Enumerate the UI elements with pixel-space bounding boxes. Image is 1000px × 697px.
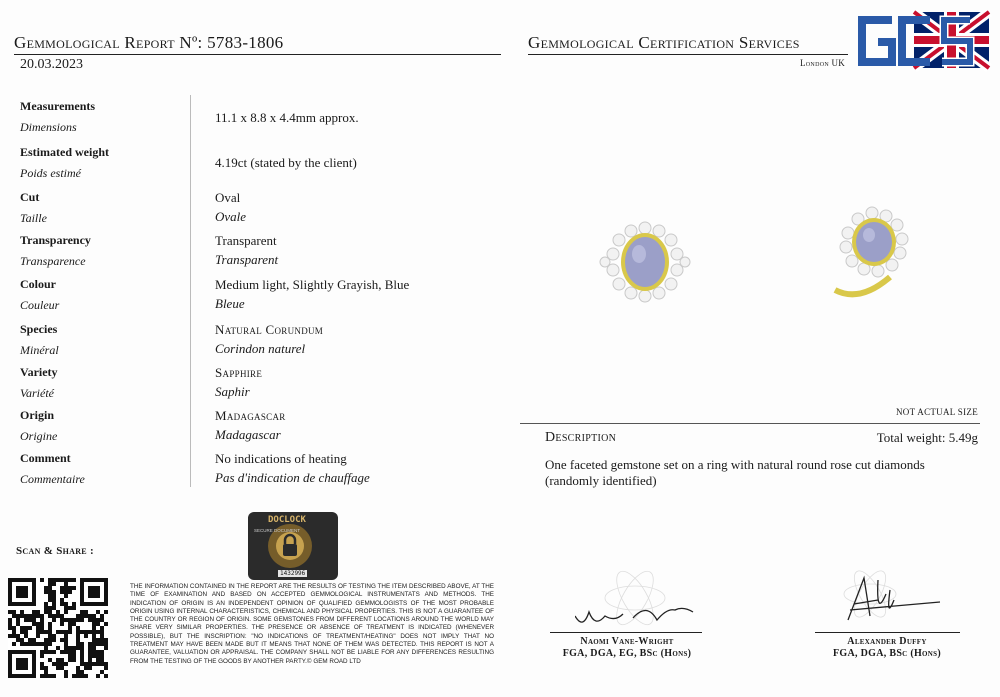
detail-label-cut: Cut Taille — [20, 190, 47, 225]
detail-label-colour: Colour Couleur — [20, 277, 60, 312]
company-name: Gemmological Certification Services — [528, 33, 800, 52]
description-heading: Description — [545, 430, 617, 445]
detail-value-variety: Sapphire Saphir — [215, 365, 263, 399]
detail-value-measurements: 11.1 x 8.8 x 4.4mm approx. — [215, 110, 359, 125]
gcs-logo-mark — [852, 10, 992, 72]
detail-label-species: Species Minéral — [20, 322, 59, 357]
signatory-name-right: Alexander Duffy — [847, 636, 927, 647]
doclock-seal — [248, 512, 338, 580]
description-text: One faceted gemstone set on a ring with natural round rose cut diamonds (randomly identified) — [545, 457, 925, 488]
header-rule-right — [528, 54, 848, 55]
signature-right — [830, 560, 950, 640]
detail-value-cut: Oval Ovale — [215, 190, 247, 224]
report-date: 20.03.2023 — [20, 57, 83, 72]
detail-value-species: Natural Corundum Corindon naturel — [215, 322, 324, 356]
seal-brand: DOCLOCK — [268, 515, 306, 525]
detail-value-origin: Madagascar Madagascar — [215, 408, 286, 442]
ring-photo-front — [595, 218, 695, 313]
signatory-name-left: Naomi Vane-Wright — [580, 636, 674, 647]
detail-value-weight: 4.19ct (stated by the client) — [215, 155, 357, 170]
signature-left — [575, 558, 695, 638]
qr-code[interactable] — [8, 578, 108, 678]
seal-number: 1432996 — [280, 570, 306, 577]
disclaimer-text: THE INFORMATION CONTAINED IN THE REPORT ARE THE RESULTS OF TESTING THE ITEM DESCRIBED ABOVE, AT THE TIME OF EXAMINATION AND BASED ON ACCEPTED GEMMOLOGICAL INSTRUMENTATS AND METHODS. THE INDICATION OF ORIGIN IS AN INDEPENDENT OPINION OF QUALIFIED GEMMOLOGISTS OF THE MOST PROBABLE ORIGIN USING INTERNAL CHARACTERISTICS, CHEMICAL AND PHYSICAL PROPERTIES. THIS IS NOT A GUARANTEE OF THE COUNTRY OR REGION OF ORIGIN. SOME GEMSTONES FROM DIFFERENT LOCATIONS AROUND THE WORLD MAY SHARE VERY SIMILAR PROPERTIES. THE PRESENCE OR ABSENCE OF TREATMENT IS INDICATED (WHENEVER POSSIBLE), BUT THE INSCRIPTION: "NO INDICATIONS OF TREATMENT/HEATING" DOES NOT IMPLY THAT NO TREATMENT MAY HAVE BEEN MADE BUT IT MEANS THAT NONE OF THEM WAS DETECTED. THIS REPORT IS NOT A GUARANTEE, VALUATION OR APPRAISAL. THE COMPANY SHALL NOT BE LIABLE FOR ANY DIFFERENCES RESULTING FROM THE TESTING OF THE GOODS BY ANOTHER PARTY.© GEM ROAD LTD — [130, 583, 494, 665]
detail-label-transparency: Transparency Transparence — [20, 233, 91, 268]
seal-caption: SECURE DOCUMENT — [254, 528, 301, 533]
details-divider — [190, 95, 191, 487]
detail-value-transparency: Transparent Transparent — [215, 233, 279, 267]
header-rule-left — [14, 54, 501, 55]
signature-line-left — [550, 632, 702, 633]
total-weight: Total weight: 5.49g — [876, 430, 978, 445]
detail-value-colour: Medium light, Slightly Grayish, Blue Bleue — [215, 277, 410, 311]
detail-label-measurements: Measurements Dimensions — [20, 99, 96, 134]
description-rule — [520, 423, 980, 424]
scan-share-label: Scan & Share : — [16, 545, 94, 557]
signature-line-right — [815, 632, 960, 633]
report-title: Gemmological Report Nº: 5783-1806 — [14, 33, 284, 52]
gcs-logo — [852, 10, 992, 72]
signatory-quals-right: FGA, DGA, BSc (Hons) — [833, 648, 941, 659]
not-actual-size-note: NOT ACTUAL SIZE — [896, 407, 978, 417]
company-city: London UK — [800, 58, 846, 68]
detail-value-comment: No indications of heating Pas d'indication de chauffage — [215, 451, 370, 485]
detail-label-weight: Estimated weight Poids estimé — [20, 145, 109, 180]
signatory-quals-left: FGA, DGA, EG, BSc (Hons) — [562, 648, 692, 659]
detail-label-origin: Origin Origine — [20, 408, 58, 443]
detail-label-comment: Comment Commentaire — [20, 451, 85, 486]
detail-label-variety: Variety Variété — [20, 365, 58, 400]
ring-photo-angle — [820, 205, 920, 305]
